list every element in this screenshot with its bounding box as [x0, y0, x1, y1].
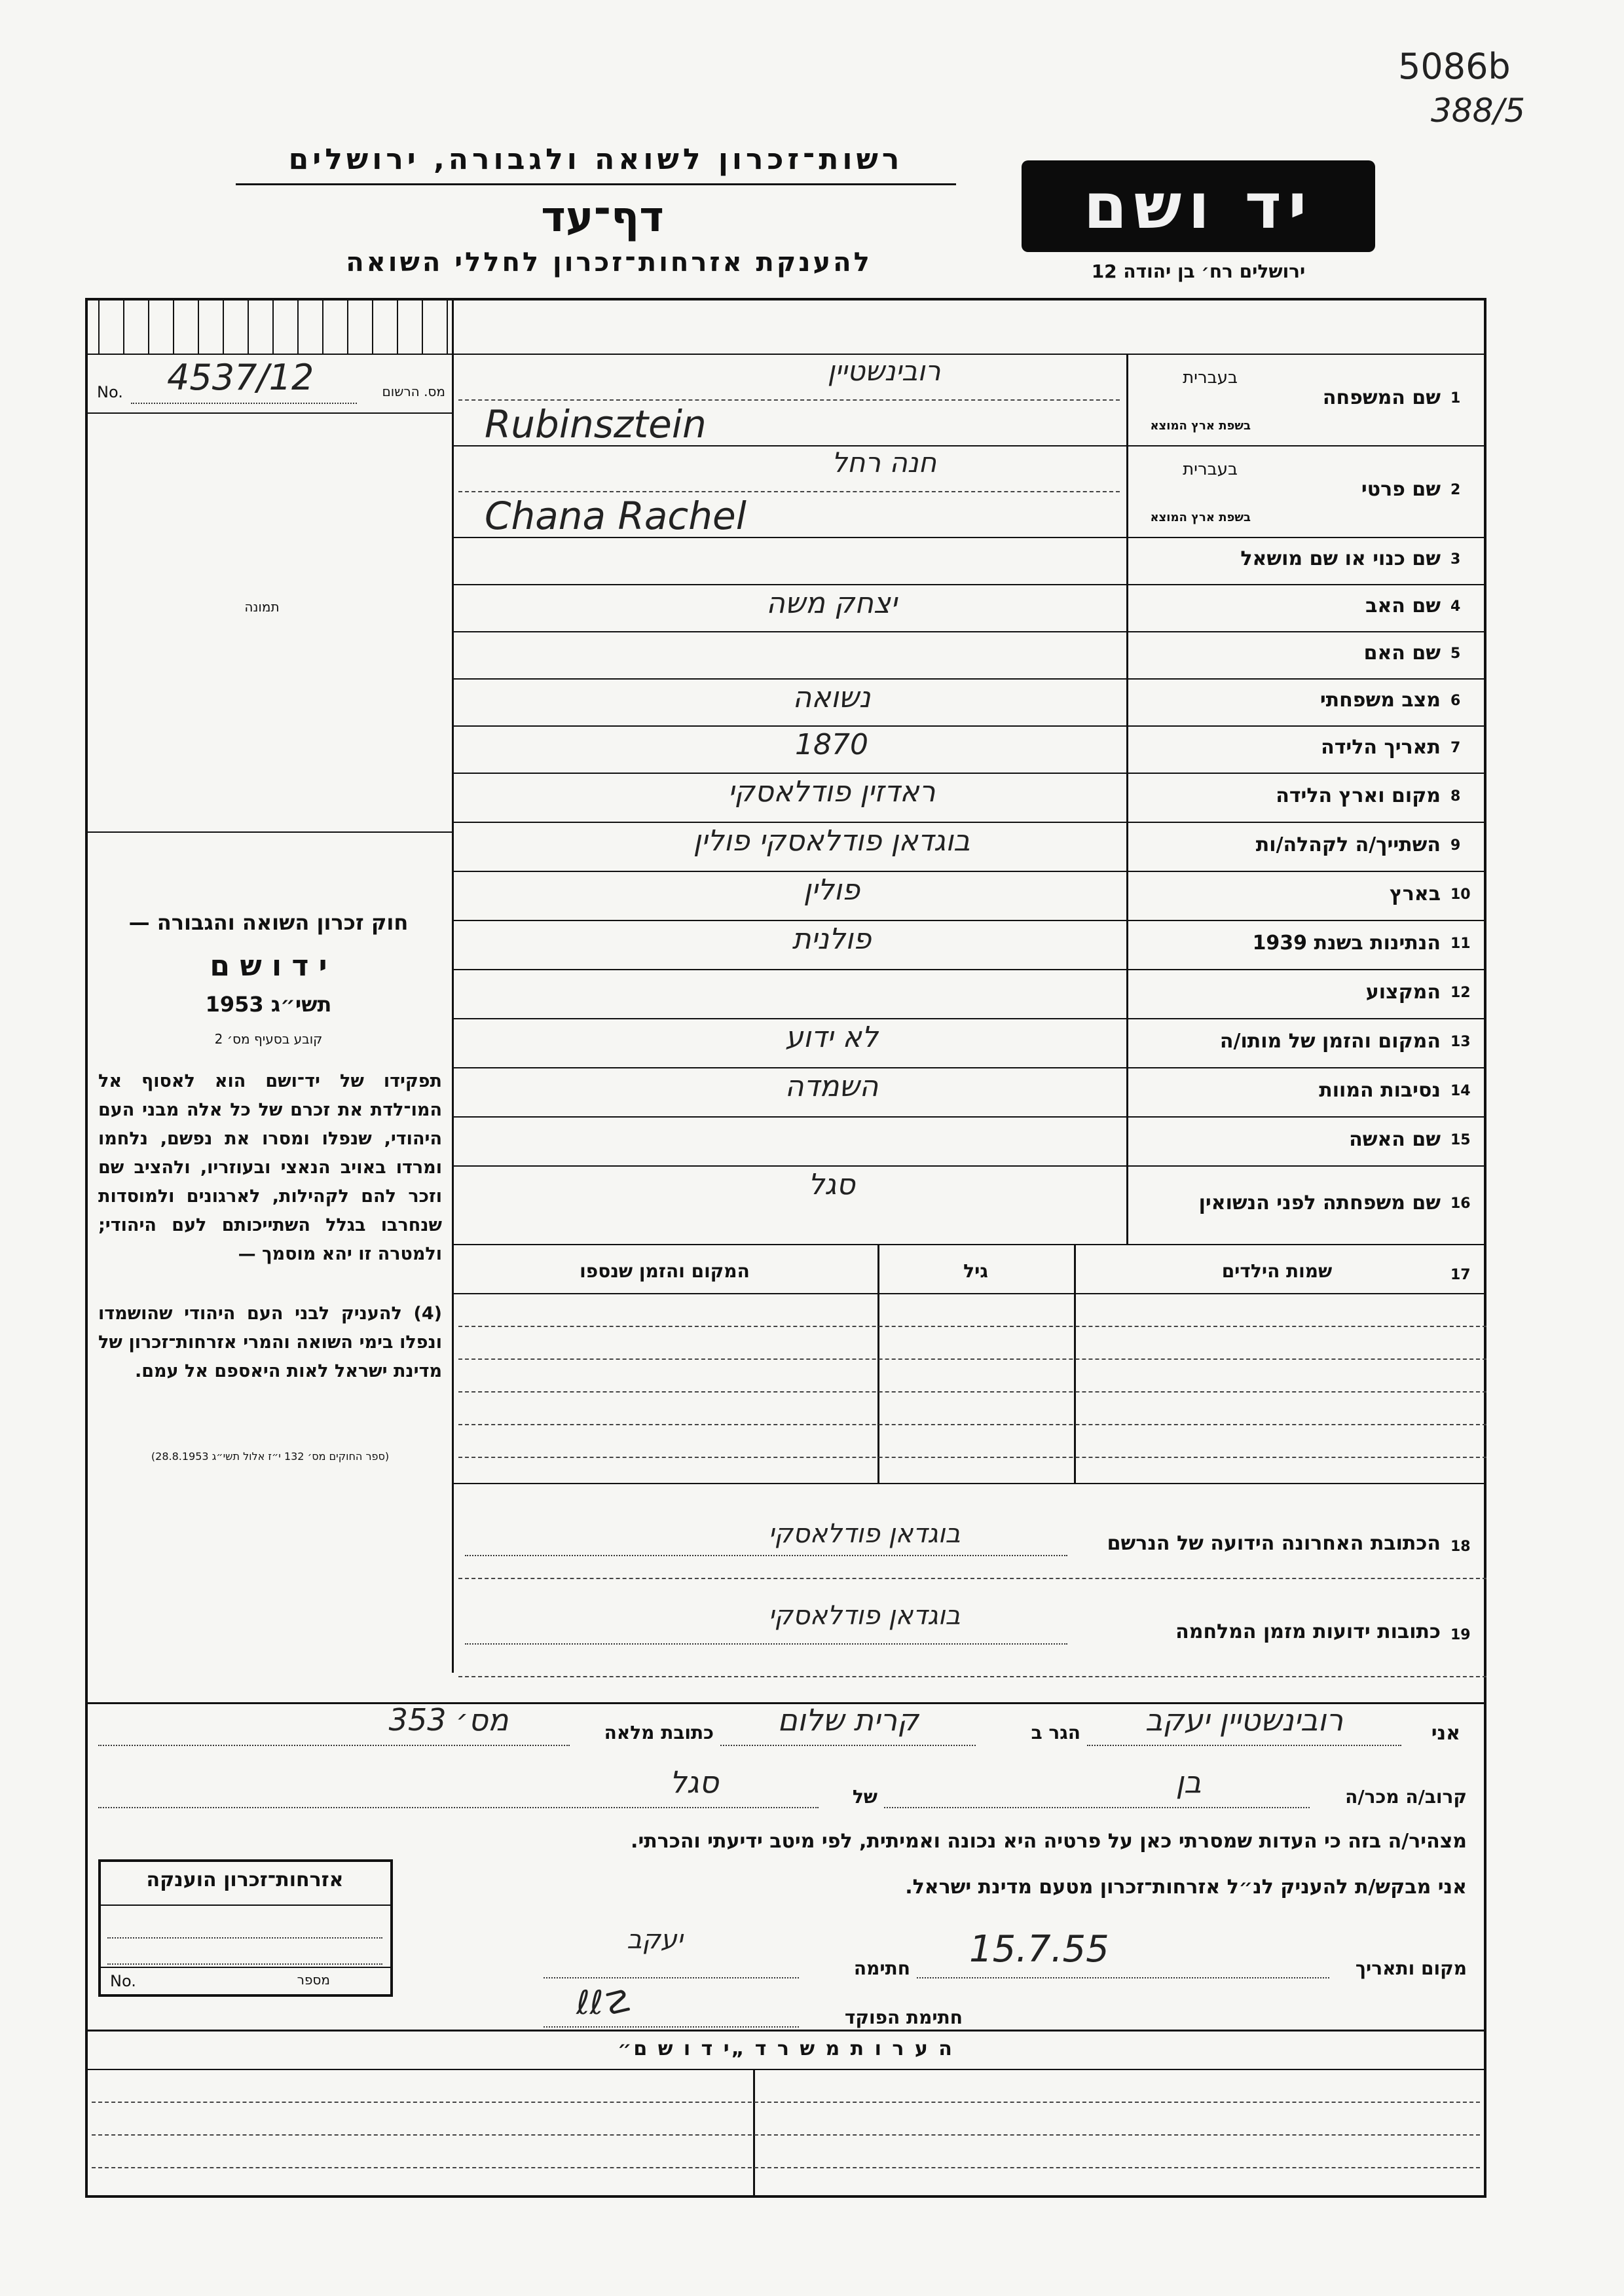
- registration-line: [131, 403, 357, 404]
- field-label: שם פרטי: [1361, 478, 1441, 501]
- notes-center-divider: [753, 2069, 755, 2198]
- law-section: קובע בסעיף מס׳ 2: [214, 1031, 323, 1047]
- field-label: נסיבות המוות: [1319, 1078, 1441, 1102]
- law-clause: (4) להעניק לבני העם היהודי שהושמדו ונפלו בימי השואה והמרי אזרחות־זכרון של מדינת ישראל לאות היאספם אל עמם.: [98, 1303, 442, 1381]
- field-number: 3: [1450, 551, 1461, 568]
- tick-mark: [422, 298, 423, 354]
- children-row-line: [458, 1424, 1486, 1425]
- notes-line-2: [92, 2134, 1480, 2136]
- relation-line: [884, 1807, 1310, 1808]
- law-year: תשי״ג 1953: [205, 992, 332, 1017]
- official-signature-line: [544, 2026, 799, 2028]
- field-value-hebrew: חנה רחל: [831, 446, 937, 479]
- field-value: נשואה: [792, 681, 871, 714]
- field-number: 9: [1450, 837, 1461, 854]
- declarant-street: מס׳ 353: [388, 1702, 509, 1738]
- stamp-title: אזרחות־זכרון הוענקה: [146, 1868, 344, 1891]
- signature-line: [544, 1977, 799, 1978]
- field-row-line: [452, 920, 1486, 921]
- field-label: מקום וארץ הלידה: [1276, 784, 1441, 807]
- field-number: 4: [1450, 598, 1461, 615]
- field-number: 16: [1450, 1195, 1471, 1212]
- field-label: שם האב: [1365, 594, 1441, 617]
- registration-no-label: No.: [97, 383, 123, 401]
- field-row-line: [452, 1165, 1486, 1167]
- field-mid-line: [458, 399, 1120, 401]
- field-value: פולנית: [792, 922, 872, 956]
- field-value: ראדזין פודלאסקי: [728, 775, 936, 809]
- law-citation: (ספר החוקים מס׳ 132 י״ז אלול תשי״ג 28.8.1953): [151, 1450, 390, 1463]
- field-value: פולין: [803, 873, 860, 907]
- tick-mark: [372, 298, 373, 354]
- field-label: מצב משפחתי: [1320, 689, 1441, 712]
- field-label: השתייך/ה לקהלה/ות: [1255, 833, 1441, 856]
- field-number: 7: [1450, 740, 1461, 756]
- children-bottom-line: [452, 1483, 1486, 1484]
- field-value: סגל: [808, 1168, 855, 1201]
- field-number: 11: [1450, 935, 1471, 952]
- children-names-header: שמות הילדים: [1221, 1260, 1333, 1282]
- stamp-line-2: [107, 1963, 382, 1965]
- children-row-line: [458, 1391, 1486, 1393]
- address-label: כתובת מלאה: [604, 1722, 714, 1743]
- field-value: לא ידוע: [785, 1021, 878, 1054]
- tick-mark: [98, 298, 100, 354]
- office-address: ירושלים רח׳ בן יהודה 12: [1091, 261, 1306, 282]
- of-name: סגל: [669, 1764, 719, 1800]
- photo-label: תמונה: [244, 599, 280, 615]
- field-row-line: [452, 1116, 1486, 1118]
- field-17-number: 17: [1450, 1267, 1471, 1283]
- field-label: שם משפחתה לפני הנשואין: [1198, 1192, 1441, 1214]
- field-row-line: [452, 969, 1486, 970]
- field-number: 8: [1450, 788, 1461, 805]
- of-name-line: [98, 1807, 819, 1808]
- field-19-label: כתובות ידועות מזמן המלחמה: [1175, 1620, 1441, 1643]
- field-18-label: הכתובת האחרונה הידועה של הנרשם: [1107, 1532, 1441, 1555]
- left-column-divider: [452, 298, 454, 1673]
- children-top-line: [452, 1244, 1486, 1245]
- children-row-line: [458, 1358, 1486, 1360]
- declarant-signature: יעקב: [627, 1925, 683, 1955]
- logo-text: יד ושם: [1083, 170, 1314, 243]
- registration-number: 4537/12: [167, 357, 314, 398]
- field-number: 13: [1450, 1033, 1471, 1050]
- field-18-line: [465, 1555, 1067, 1556]
- office-notes-heading: ה ע ר ו ת מ ש ר ד „י ד ו ש ם״: [618, 2037, 954, 2060]
- tick-mark: [322, 298, 323, 354]
- field-sublabel-origin: בשפת ארץ המוצא: [1150, 511, 1251, 524]
- law-paragraph: תפקידו של יד־ושם הוא לאסוף אל המו־לדת את זכרם של כל אלה מבני העם היהודי, שנפלו ומסרו את נפשם, נלחמו ומרדו באויב הנאצי ובעוזריו, ולהציב שם וזכר להם לקהילות, לארגונים ולמוסדות שנחרבו בגלל השתייכותם לעם היהודי; ולמטרה זו יהא מוסמך —: [98, 1071, 442, 1264]
- field-label: שם כנוי או שם מושאל: [1240, 547, 1441, 570]
- field-row-line: [452, 1018, 1486, 1019]
- tick-mark: [123, 298, 124, 354]
- field-label: תאריך הלידה: [1321, 736, 1441, 759]
- field-value-hebrew: רובינשטיין: [827, 355, 941, 387]
- children-row-line: [458, 1326, 1486, 1327]
- field-number: 15: [1450, 1131, 1471, 1148]
- field-19-number: 19: [1450, 1627, 1471, 1643]
- declaration-i-label: אני: [1431, 1722, 1460, 1745]
- stamp-line-1: [107, 1937, 382, 1939]
- children-place-header: המקום והזמן שנספו: [580, 1260, 750, 1282]
- archive-number: 5086b: [1398, 46, 1511, 87]
- yad-vashem-logo: [1022, 160, 1375, 252]
- children-age-header: גיל: [963, 1260, 988, 1282]
- stamp-no-label: No.: [110, 1972, 136, 1990]
- children-col-divider-2: [1074, 1244, 1076, 1483]
- field-number: 5: [1450, 646, 1461, 662]
- field-value: השמדה: [784, 1070, 879, 1103]
- tick-mark: [447, 298, 448, 354]
- field-number: 14: [1450, 1082, 1471, 1099]
- tick-mark: [397, 298, 398, 354]
- stamp-number-label: מספר: [297, 1972, 330, 1988]
- field-sublabel-origin: בשפת ארץ המוצא: [1150, 419, 1251, 433]
- field-19-value: בוגדאן פודלאסקי: [768, 1601, 961, 1631]
- photo-bottom-line: [85, 831, 452, 833]
- field-row-line: [452, 725, 1486, 727]
- declarant-city: קרית שלום: [777, 1702, 919, 1738]
- of-label: של: [852, 1786, 877, 1808]
- header-underline: [236, 183, 956, 185]
- declarant-name: רובינשטיין יעקב: [1145, 1702, 1344, 1738]
- field-value: 1870: [795, 728, 868, 761]
- children-row-line: [458, 1457, 1486, 1458]
- field-number: 10: [1450, 886, 1471, 903]
- field-number: 2: [1450, 482, 1461, 498]
- field-label: בארץ: [1389, 882, 1441, 905]
- field-row-line: [452, 822, 1486, 823]
- field-number: 6: [1450, 693, 1461, 709]
- notes-top-line: [85, 2030, 1486, 2032]
- field-18-number: 18: [1450, 1539, 1471, 1555]
- place-date-label: מקום ותאריך: [1355, 1958, 1467, 1979]
- field-label: שם המשפחה: [1322, 386, 1441, 409]
- field-19-extra-line: [458, 1676, 1486, 1677]
- place-date-line: [917, 1977, 1329, 1978]
- field-value-latin: Rubinsztein: [485, 402, 707, 446]
- notes-header-line: [85, 2069, 1486, 2070]
- archive-ref: 388/5: [1431, 92, 1526, 130]
- field-row-line: [452, 1067, 1486, 1068]
- official-signature: ℓℓ☡: [576, 1984, 633, 2022]
- field-label: המקום והזמן של מותו/ה: [1219, 1029, 1441, 1053]
- field-number: 1: [1450, 390, 1461, 407]
- field-row-line: [452, 584, 1486, 585]
- relative-label: קרוב/ה מכר/ה: [1345, 1786, 1467, 1808]
- registration-label: מס. הרשום: [382, 384, 445, 399]
- stamp-title-line: [101, 1904, 390, 1906]
- field-18-extra-line: [458, 1578, 1486, 1579]
- declarant-city-line: [720, 1745, 976, 1746]
- field-label: הנתינות בשנת 1939: [1252, 931, 1441, 955]
- field-number: 12: [1450, 984, 1471, 1001]
- field-sublabel-hebrew: בעברית: [1183, 368, 1238, 388]
- authority-name: רשות־זכרון לשואה ולגבורה, ירושלים: [288, 143, 904, 176]
- relation-value: בן: [1175, 1764, 1202, 1800]
- tick-mark: [272, 298, 274, 354]
- declaration-request: אני מבקש/ת להעניק לנ״ל אזרחות־זכרון מטעם מדינת ישראל.: [905, 1876, 1467, 1899]
- field-label: שם האשה: [1349, 1127, 1441, 1151]
- tick-mark: [297, 298, 299, 354]
- law-name: י ד ו ש ם: [210, 949, 327, 983]
- field-18-value: בוגדאן פודלאסקי: [768, 1519, 961, 1549]
- tick-mark: [248, 298, 249, 354]
- field-sublabel-hebrew: בעברית: [1183, 460, 1238, 479]
- field-label: שם האם: [1363, 642, 1441, 665]
- stamp-bottom-line: [101, 1967, 390, 1968]
- field-row-line: [452, 678, 1486, 680]
- declarant-name-line: [1087, 1745, 1401, 1746]
- registration-bottom-line: [85, 412, 452, 414]
- law-heading: חוק זכרון השואה והגבורה —: [128, 910, 409, 935]
- field-mid-line: [458, 491, 1120, 492]
- tick-mark: [223, 298, 224, 354]
- tick-mark: [198, 298, 199, 354]
- field-value: יצחק משה: [766, 587, 897, 620]
- resides-label: הגר ב: [1031, 1722, 1080, 1743]
- field-label: המקצוע: [1365, 980, 1441, 1004]
- citizenship-stamp-box: [98, 1859, 393, 1997]
- children-col-divider-1: [877, 1244, 879, 1483]
- field-value: בוגדאן פודלאסקי פולין: [693, 824, 970, 858]
- field-row-line: [452, 631, 1486, 632]
- children-header-line: [452, 1293, 1486, 1294]
- tick-mark: [347, 298, 348, 354]
- declaration-statement: מצהיר/ה בזה כי העדות שמסרתי כאן על פרטיה היא נכונה ואמיתית, לפי מיטב ידיעתי והכרתי.: [631, 1830, 1467, 1853]
- official-signature-label: חתימת הפוקד: [844, 2007, 963, 2028]
- field-value-latin: Chana Rachel: [485, 494, 747, 538]
- declaration-date: 15.7.55: [969, 1928, 1109, 1971]
- label-column-divider: [1126, 354, 1128, 1244]
- notes-line-1: [92, 2102, 1480, 2103]
- form-title: דף־עד: [541, 193, 664, 242]
- field-19-line: [465, 1643, 1067, 1645]
- declarant-street-line: [98, 1745, 570, 1746]
- field-row-line: [452, 871, 1486, 872]
- form-subtitle: להענקת אזרחות־זכרון לחללי השואה: [346, 247, 872, 278]
- signature-label: חתימה: [853, 1958, 910, 1979]
- field-row-line: [452, 773, 1486, 774]
- tick-mark: [173, 298, 174, 354]
- tick-mark: [148, 298, 149, 354]
- notes-line-3: [92, 2167, 1480, 2168]
